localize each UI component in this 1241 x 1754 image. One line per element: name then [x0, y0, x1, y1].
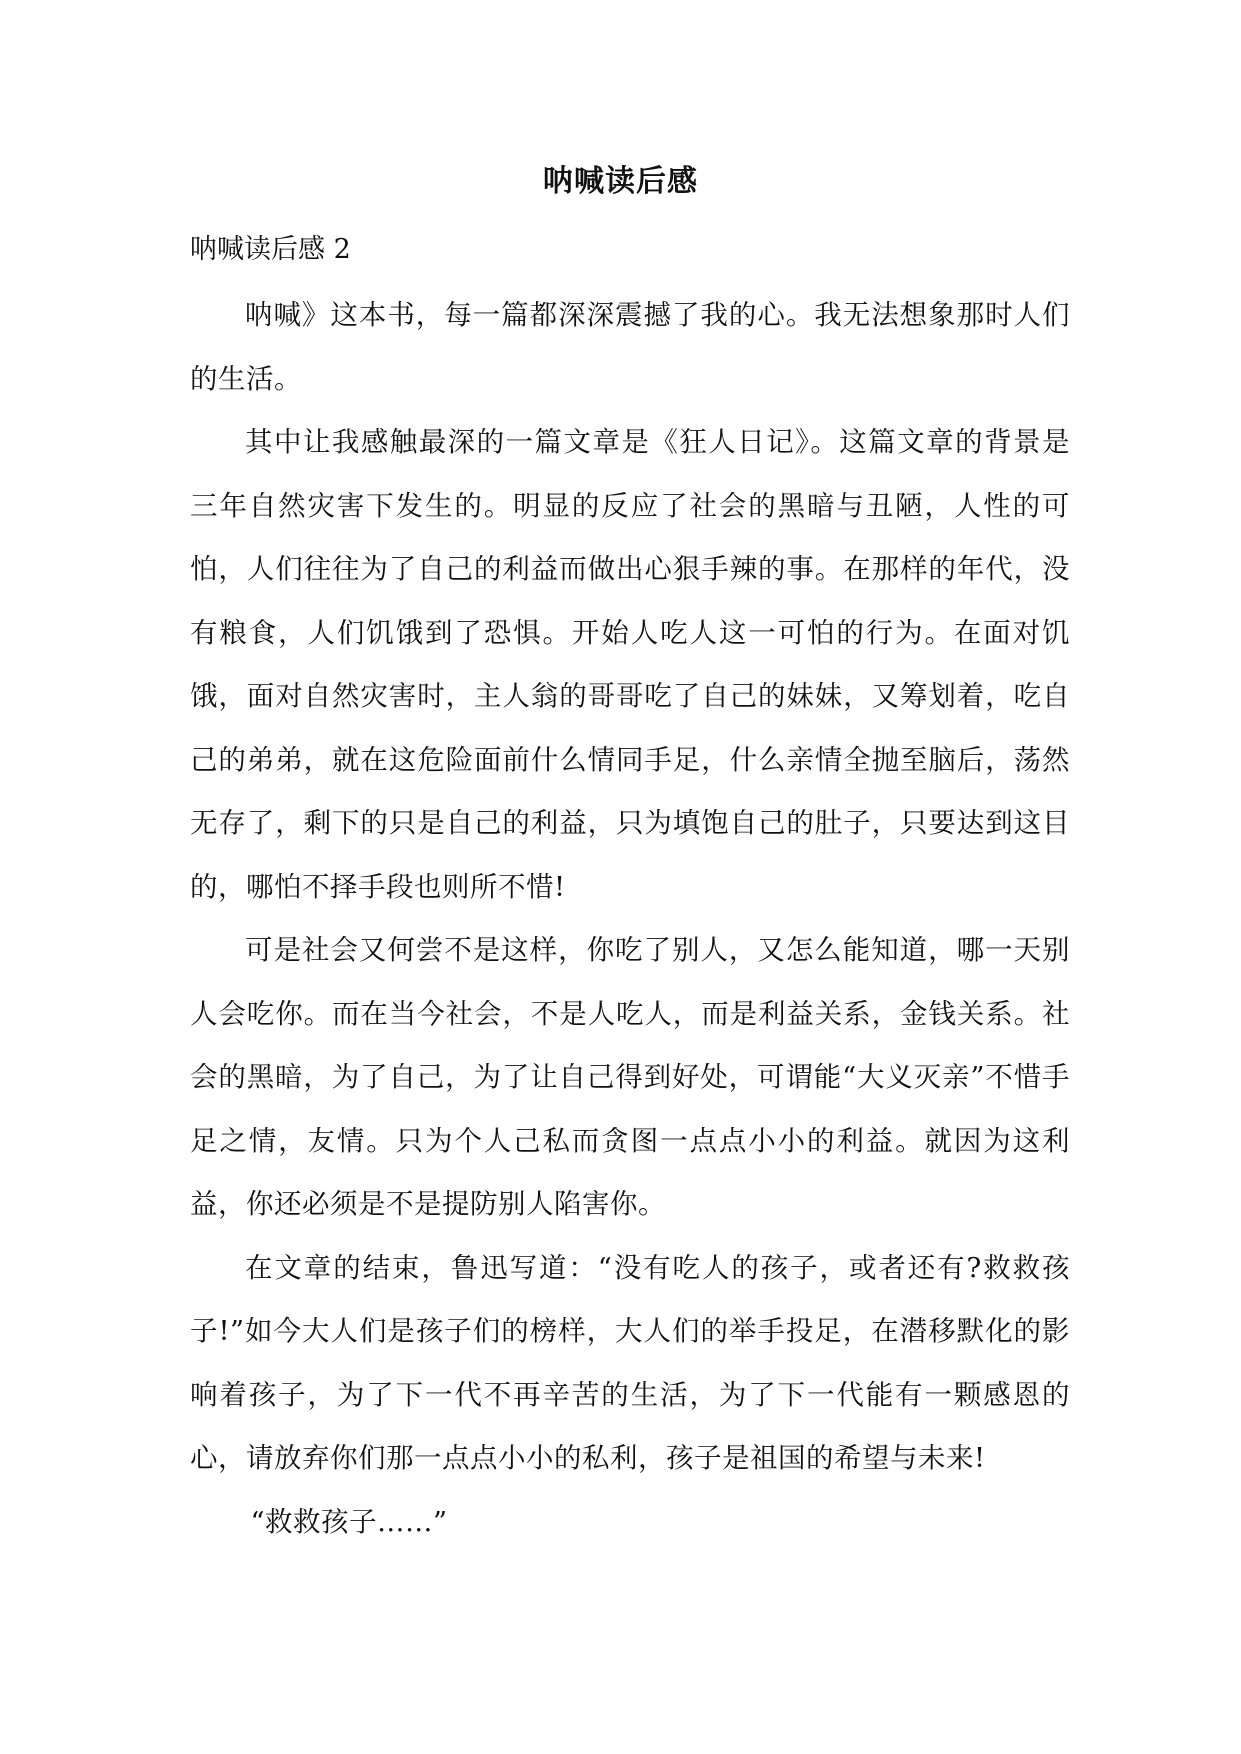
- paragraph: 可是社会又何尝不是这样，你吃了别人，又怎么能知道，哪一天别人会吃你。而在当今社会，不是人吃人，而是利益关系，金钱关系。社会的黑暗，为了自己，为了让自己得到好处，可谓能“大义灭亲”不惜手足之情，友情。只为个人己私而贪图一点点小小的利益。就因为这利益，你还必须是不是提防别人陷害你。: [190, 934, 1070, 1220]
- paragraph: 呐喊》这本书，每一篇都深深震撼了我的心。我无法想象那时人们的生活。: [190, 299, 1070, 395]
- paragraph: 其中让我感触最深的一篇文章是《狂人日记》。这篇文章的背景是三年自然灾害下发生的。明显的反应了社会的黑暗与丑陋，人性的可怕，人们往往为了自己的利益而做出心狠手辣的事。在那样的年代，没有粮食，人们饥饿到了恐惧。开始人吃人这一可怕的行为。在面对饥饿，面对自然灾害时，主人翁的哥哥吃了自己的妹妹，又筹划着，吃自己的弟弟，就在这危险面前什么情同手足，什么亲情全抛至脑后，荡然无存了，剩下的只是自己的利益，只为填饱自己的肚子，只要达到这目的，哪怕不择手段也则所不惜!: [190, 426, 1070, 903]
- document-body: [190, 284, 1070, 1554]
- document-subtitle: 呐喊读后感 2: [190, 234, 351, 265]
- document-title: 呐喊读后感: [543, 164, 698, 199]
- closing-quote: “救救孩子……”: [250, 1505, 448, 1538]
- paragraph: 在文章的结束，鲁迅写道：“没有吃人的孩子，或者还有?救救孩子!”如今大人们是孩子们的榜样，大人们的举手投足，在潜移默化的影响着孩子，为了下一代不再辛苦的生活，为了下一代能有一颗感恩的心，请放弃你们那一点点小小的私利，孩子是祖国的希望与未来!: [190, 1251, 1070, 1474]
